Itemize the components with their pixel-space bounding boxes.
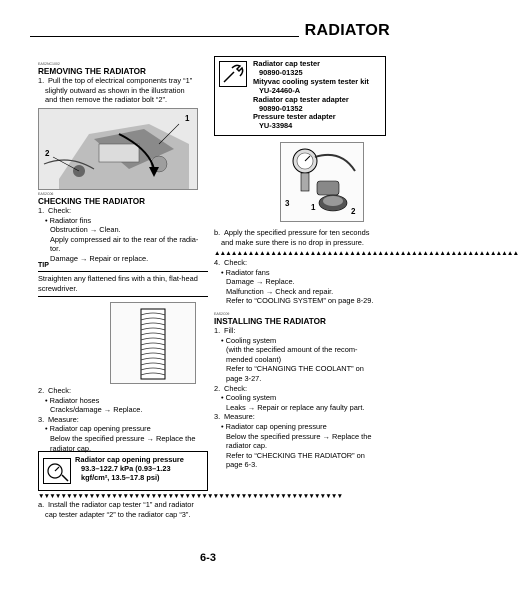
- figure-cap-tester: [280, 142, 364, 222]
- step-label: Check:: [48, 206, 72, 215]
- bullet-item: • Radiator cap opening pressure: [45, 424, 151, 434]
- section-code: EAS2NC1002: [38, 62, 60, 66]
- step-number: 4.: [214, 258, 221, 267]
- step-text: (with the specified amount of the recom-: [226, 345, 358, 355]
- substep-b: [214, 228, 390, 247]
- tip-label: TIP: [38, 262, 49, 269]
- step-text: page 3-27.: [226, 373, 262, 383]
- tool-name: Pressure tester adapter: [253, 112, 336, 122]
- tip-rule: [38, 296, 208, 297]
- step-text: Install the radiator cap tester “1” and radiator: [48, 500, 194, 509]
- tip-line: screwdriver.: [38, 283, 78, 293]
- electrical-tray-illustration: [39, 109, 197, 189]
- step-number: 3.: [214, 412, 221, 422]
- page-title: RADIATOR: [299, 22, 390, 40]
- bullet-item: • Radiator fins: [45, 215, 92, 225]
- step-text: cap tester adapter “2” to the radiator cap “3”.: [45, 509, 191, 519]
- step-text: Apply compressed air to the rear of the radia-: [50, 234, 199, 244]
- substep-a: [38, 500, 208, 519]
- special-tool-list: [253, 60, 369, 131]
- step-number: 2.: [38, 386, 45, 395]
- spec-text: [75, 455, 184, 482]
- section-code: EAS2C09: [214, 312, 230, 316]
- callout-3: 3: [285, 199, 290, 208]
- step-text: mended coolant): [226, 354, 282, 364]
- step-text: slightly outward as shown in the illustration: [45, 85, 185, 95]
- section-heading-installing: INSTALLING THE RADIATOR: [214, 317, 326, 326]
- procedure-end-marker: ▲▲▲▲▲▲▲▲▲▲▲▲▲▲▲▲▲▲▲▲▲▲▲▲▲▲▲▲▲▲▲▲▲▲▲▲▲▲▲▲▲▲▲▲▲▲▲▲▲▲▲▲▲▲: [214, 250, 518, 257]
- section-heading-removing: REMOVING THE RADIATOR: [38, 67, 146, 76]
- step-number: 1.: [38, 76, 45, 85]
- step-label: Fill:: [224, 326, 236, 335]
- spec-value: kgf/cm², 13.5–17.8 psi): [81, 473, 160, 482]
- tool-part-number: YU-24460-A: [259, 85, 301, 95]
- tool-name: Radiator cap tester adapter: [253, 94, 349, 104]
- step-label: Check:: [48, 386, 72, 395]
- step-label: Check:: [224, 383, 248, 393]
- bullet-item: • Radiator hoses: [45, 395, 100, 405]
- step-text: Damage → Repair or replace.: [50, 253, 149, 263]
- step-text: Leaks → Repair or replace any faulty part.: [226, 402, 365, 412]
- callout-2: 2: [45, 149, 50, 158]
- step-label: Measure:: [224, 412, 255, 422]
- tool-part-number: 90890-01325: [259, 67, 303, 77]
- spec-title: Radiator cap opening pressure: [75, 455, 184, 464]
- step-text: Refer to “CHECKING THE RADIATOR” on: [226, 450, 365, 460]
- callout-1: 1: [311, 203, 316, 212]
- step-text: Cracks/damage → Replace.: [50, 405, 143, 415]
- step-text: page 6-3.: [226, 460, 258, 470]
- radiator-hose-illustration: [111, 303, 195, 383]
- installing-steps: [214, 326, 390, 470]
- step-text: radiator cap.: [50, 443, 92, 453]
- bullet-item: • Radiator fans: [221, 267, 270, 277]
- figure-electrical-tray: [38, 108, 198, 190]
- callout-1: 1: [185, 114, 190, 123]
- step-text: Refer to “CHANGING THE COOLANT” on: [226, 364, 364, 374]
- pressure-gauge-icon: [43, 458, 71, 484]
- checking-step-1: [38, 206, 208, 264]
- step-text: Obstruction → Clean.: [50, 225, 121, 235]
- step-number: 1.: [214, 326, 221, 335]
- bullet-item: • Radiator cap opening pressure: [221, 421, 327, 431]
- callout-2: 2: [351, 207, 356, 216]
- figure-radiator-hose: [110, 302, 196, 384]
- procedure-start-marker: ▼▼▼▼▼▼▼▼▼▼▼▼▼▼▼▼▼▼▼▼▼▼▼▼▼▼▼▼▼▼▼▼▼▼▼▼▼▼▼▼▼▼▼▼▼▼▼▼▼▼▼▼▼▼: [38, 493, 343, 500]
- tool-name: Mityvac cooling system tester kit: [253, 76, 369, 86]
- page-header: [0, 22, 416, 44]
- step-number: 1.: [38, 206, 45, 215]
- tip-rule: [38, 271, 208, 272]
- step-text: Pull the top of electrical components tray “1”: [48, 76, 193, 85]
- step-text: Below the specified pressure → Replace the: [50, 433, 196, 443]
- step-number: b.: [214, 228, 221, 237]
- step-text: Damage → Replace.: [226, 277, 295, 287]
- spec-box: [38, 451, 208, 491]
- section-heading-checking: CHECKING THE RADIATOR: [38, 197, 146, 206]
- step-text: Apply the specified pressure for ten seconds: [224, 228, 370, 237]
- step-text: Malfunction → Check and repair.: [226, 286, 334, 296]
- page-number: 6-3: [200, 552, 216, 564]
- tool-part-number: YU-33984: [259, 121, 293, 131]
- bullet-item: • Cooling system: [221, 335, 277, 345]
- tool-name: Radiator cap tester: [253, 59, 320, 68]
- spec-value: 93.3–122.7 kPa (0.93–1.23: [81, 464, 171, 473]
- step-text: Refer to “COOLING SYSTEM” on page 8-29.: [226, 296, 374, 306]
- step-text: radiator cap.: [226, 441, 268, 451]
- bullet-item: • Cooling system: [221, 393, 277, 403]
- special-tool-box: [214, 56, 386, 136]
- step-text: and then remove the radiator bolt “2”.: [45, 95, 168, 105]
- step-label: Measure:: [48, 414, 79, 424]
- removing-step-1: [38, 76, 208, 105]
- step-number: a.: [38, 500, 45, 509]
- tool-part-number: 90890-01352: [259, 103, 303, 113]
- tip-line: Straighten any flattened fins with a thin, flat-head: [38, 274, 198, 283]
- tip-text: [38, 274, 208, 293]
- step-number: 3.: [38, 414, 45, 424]
- step-text: tor.: [50, 244, 61, 254]
- checking-step-4: [214, 258, 390, 306]
- section-code: EAS2C06: [38, 192, 54, 196]
- step-text: Below the specified pressure → Replace the: [226, 431, 372, 441]
- step-text: and make sure there is no drop in pressure.: [221, 237, 364, 247]
- step-label: Check:: [224, 258, 248, 267]
- step-number: 2.: [214, 383, 221, 393]
- special-tool-icon: [219, 61, 247, 87]
- checking-step-2: [38, 386, 208, 453]
